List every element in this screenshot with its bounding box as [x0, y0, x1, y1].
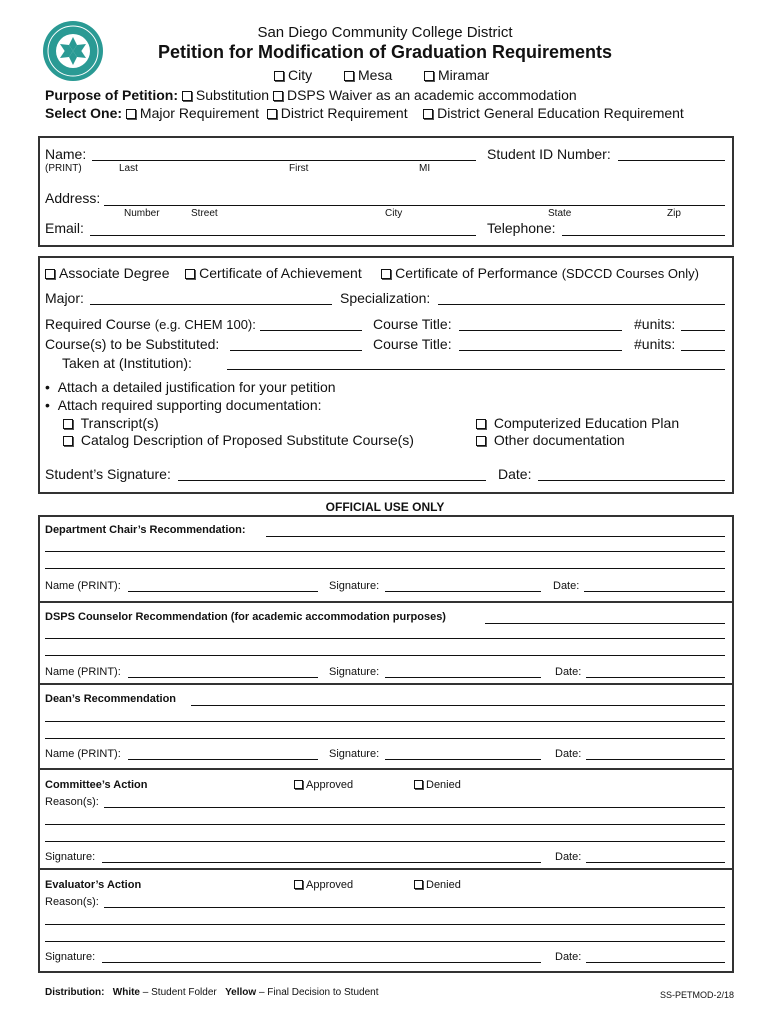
- address-field[interactable]: [104, 205, 725, 206]
- units-field-2[interactable]: [681, 350, 725, 351]
- student-id-field[interactable]: [618, 160, 725, 161]
- purpose-row: [45, 87, 577, 103]
- evaluator-date-label: Date:: [555, 951, 582, 963]
- checkbox-icon[interactable]: [182, 91, 192, 101]
- telephone-label: Telephone:: [487, 220, 556, 236]
- bullet-icon: •: [45, 397, 58, 413]
- email-field[interactable]: [90, 235, 476, 236]
- dsps-signature-field[interactable]: [385, 677, 541, 678]
- degree-row: [45, 265, 699, 281]
- district-name: San Diego Community College District: [257, 24, 513, 41]
- purpose-label: Purpose of Petition:: [45, 87, 178, 103]
- dsps-date-label: Date:: [555, 666, 582, 678]
- evaluator-line[interactable]: [45, 941, 725, 942]
- evaluator-denied[interactable]: Denied: [414, 879, 461, 891]
- committee-signature-field[interactable]: [102, 862, 541, 863]
- required-course-field[interactable]: [260, 330, 362, 331]
- evaluator-approved[interactable]: Approved: [294, 879, 353, 891]
- checkbox-icon[interactable]: [126, 109, 136, 119]
- dept-name-label: Name (PRINT):: [45, 580, 121, 592]
- checkbox-icon[interactable]: [273, 91, 283, 101]
- required-course-label: Required Course (e.g. CHEM 100):: [45, 316, 256, 332]
- checkbox-icon[interactable]: [63, 419, 73, 429]
- campus-miramar[interactable]: Miramar: [424, 67, 489, 83]
- select-one-row: Select One: Major Requirement District Requirement District General Education Requirement: [45, 105, 684, 121]
- course-title-field-1[interactable]: [459, 330, 622, 331]
- student-signature-label: Student’s Signature:: [45, 466, 171, 482]
- divider: [38, 601, 734, 603]
- committee-date-field[interactable]: [586, 862, 725, 863]
- evaluator-date-field[interactable]: [586, 962, 725, 963]
- dsps-name-label: Name (PRINT):: [45, 666, 121, 678]
- sdccd-note: (SDCCD Courses Only): [561, 266, 699, 281]
- dept-chair-line[interactable]: [45, 568, 725, 569]
- committee-line[interactable]: [45, 824, 725, 825]
- name-label: Name:: [45, 146, 87, 162]
- state-hint: State: [548, 208, 572, 219]
- address-label: Address:: [45, 190, 101, 206]
- dept-chair-label: Department Chair’s Recommendation:: [45, 524, 246, 536]
- dept-chair-field[interactable]: [266, 536, 725, 537]
- dean-field[interactable]: [191, 705, 725, 706]
- committee-reasons-label: Reason(s):: [45, 796, 99, 808]
- specialization-label: Specialization:: [340, 290, 431, 306]
- checkbox-icon[interactable]: [344, 71, 354, 81]
- campus-city[interactable]: City: [274, 67, 312, 83]
- committee-denied[interactable]: Denied: [414, 779, 461, 791]
- street-hint: Street: [191, 208, 218, 219]
- evaluator-label: Evaluator’s Action: [45, 879, 142, 891]
- purpose-substitution: Substitution: [195, 87, 270, 103]
- bullet-justification: • Attach a detailed justification for your petition: [45, 379, 336, 395]
- taken-at-label: Taken at (Institution):: [62, 355, 192, 371]
- dept-signature-label: Signature:: [329, 580, 380, 592]
- checkbox-icon[interactable]: [423, 109, 433, 119]
- dsps-label: DSPS Counselor Recommendation (for academic accommodation purposes): [45, 611, 446, 623]
- student-date-label: Date:: [498, 466, 532, 482]
- committee-reasons-field[interactable]: [104, 807, 725, 808]
- checkbox-icon[interactable]: [63, 436, 73, 446]
- dept-date-field[interactable]: [584, 591, 725, 592]
- units-label-1: #units:: [634, 316, 676, 332]
- dept-date-label: Date:: [553, 580, 580, 592]
- checkbox-icon[interactable]: [424, 71, 434, 81]
- dean-signature-label: Signature:: [329, 748, 380, 760]
- divider: [38, 768, 734, 770]
- course-title-field-2[interactable]: [459, 350, 622, 351]
- dean-date-field[interactable]: [586, 759, 725, 760]
- dean-line[interactable]: [45, 721, 725, 722]
- degree-associate: Associate Degree: [59, 265, 170, 281]
- dean-signature-field[interactable]: [385, 759, 541, 760]
- checkbox-icon[interactable]: [274, 71, 284, 81]
- student-id-label: Student ID Number:: [487, 146, 611, 162]
- evaluator-line[interactable]: [45, 924, 725, 925]
- student-date-field[interactable]: [538, 480, 725, 481]
- distribution-note: Distribution: White – Student Folder Yellow – Final Decision to Student: [45, 987, 379, 998]
- dsps-field[interactable]: [485, 623, 725, 624]
- course-title-label-1: Course Title:: [373, 316, 452, 332]
- email-label: Email:: [45, 220, 84, 236]
- official-box: [38, 515, 734, 973]
- print-hint: (PRINT): [45, 163, 82, 174]
- substituted-label: Course(s) to be Substituted:: [45, 336, 220, 352]
- evaluator-signature-label: Signature:: [45, 951, 96, 963]
- dsps-line[interactable]: [45, 638, 725, 639]
- units-field-1[interactable]: [681, 330, 725, 331]
- major-label: Major:: [45, 290, 84, 306]
- dsps-name-field[interactable]: [128, 677, 318, 678]
- dept-name-field[interactable]: [128, 591, 318, 592]
- dean-line[interactable]: [45, 738, 725, 739]
- number-hint: Number: [124, 208, 160, 219]
- dean-name-label: Name (PRINT):: [45, 748, 121, 760]
- dean-name-field[interactable]: [128, 759, 318, 760]
- dsps-date-field[interactable]: [586, 677, 725, 678]
- taken-at-field[interactable]: [227, 369, 725, 370]
- dsps-line[interactable]: [45, 655, 725, 656]
- city-hint: City: [385, 208, 403, 219]
- divider: [38, 868, 734, 870]
- select-one-label: Select One:: [45, 105, 123, 121]
- purpose-dsps: DSPS Waiver as an academic accommodation: [286, 87, 577, 103]
- checkbox-icon[interactable]: [294, 880, 303, 889]
- checkbox-icon[interactable]: [476, 436, 486, 446]
- dept-signature-field[interactable]: [385, 591, 541, 592]
- student-signature-field[interactable]: [178, 480, 486, 481]
- bullet-documentation: • Attach required supporting documentation:: [45, 397, 322, 413]
- dept-chair-line[interactable]: [45, 551, 725, 552]
- evaluator-reasons-field[interactable]: [104, 907, 725, 908]
- checkbox-icon[interactable]: [414, 880, 423, 889]
- checkbox-icon[interactable]: [381, 269, 391, 279]
- dean-date-label: Date:: [555, 748, 582, 760]
- first-hint: First: [289, 163, 309, 174]
- telephone-field[interactable]: [562, 235, 725, 236]
- degree-achievement: Certificate of Achievement: [199, 265, 362, 281]
- last-hint: Last: [119, 163, 138, 174]
- evaluator-signature-field[interactable]: [102, 962, 541, 963]
- committee-date-label: Date:: [555, 851, 582, 863]
- substituted-field[interactable]: [230, 350, 362, 351]
- course-title-label-2: Course Title:: [373, 336, 452, 352]
- official-use-heading: OFFICIAL USE ONLY: [325, 500, 445, 514]
- major-field[interactable]: [90, 304, 332, 305]
- name-field[interactable]: [92, 160, 476, 161]
- zip-hint: Zip: [667, 208, 681, 219]
- doc-other[interactable]: Other documentation: [476, 432, 625, 448]
- degree-performance: Certificate of Performance: [395, 265, 558, 281]
- doc-catalog[interactable]: Catalog Description of Proposed Substitute Course(s): [63, 432, 414, 448]
- units-label-2: #units:: [634, 336, 676, 352]
- checkbox-icon[interactable]: [414, 780, 423, 789]
- committee-signature-label: Signature:: [45, 851, 96, 863]
- committee-label: Committee’s Action: [45, 779, 148, 791]
- evaluator-reasons-label: Reason(s):: [45, 896, 99, 908]
- student-info-box: [38, 136, 734, 247]
- checkbox-icon[interactable]: [294, 780, 303, 789]
- checkbox-icon[interactable]: [45, 269, 55, 279]
- divider: [38, 683, 734, 685]
- specialization-field[interactable]: [438, 304, 725, 305]
- dean-label: Dean’s Recommendation: [45, 693, 177, 705]
- doc-edplan[interactable]: Computerized Education Plan: [476, 415, 679, 431]
- campus-mesa[interactable]: Mesa: [344, 67, 392, 83]
- checkbox-icon[interactable]: [185, 269, 195, 279]
- committee-approved[interactable]: Approved: [294, 779, 353, 791]
- committee-line[interactable]: [45, 841, 725, 842]
- bullet-icon: •: [45, 379, 58, 395]
- dsps-signature-label: Signature:: [329, 666, 380, 678]
- mi-hint: MI: [419, 163, 431, 174]
- checkbox-icon[interactable]: [476, 419, 486, 429]
- form-title: Petition for Modification of Graduation Requirements: [157, 42, 612, 62]
- doc-transcripts[interactable]: Transcript(s): [63, 415, 159, 431]
- checkbox-icon[interactable]: [267, 109, 277, 119]
- form-code: SS-PETMOD-2/18: [660, 990, 735, 1000]
